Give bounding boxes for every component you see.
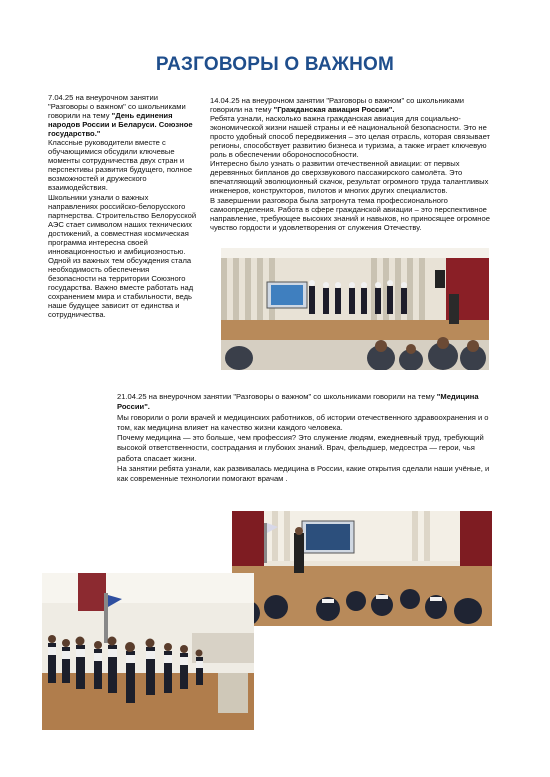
right-paragraph-3: В завершении разговора была затронута тема профессионального самоопределения. Работа в сфере гражданской авиации – это перспективное направление, требующее высоких знаний и навыков, но приносящее огромное чувство гордости и удовлетворения от служения Отечеству. bbox=[210, 195, 490, 232]
bottom-intro-paragraph bbox=[117, 392, 495, 413]
right-intro: 14.04.25 на внеурочном занятии "Разговоры о важном" со школьниками говорили на тему bbox=[210, 96, 465, 115]
bottom-paragraph-1: Мы говорили о роли врачей и медицинских работников, об истории отечественного здравоохранения и о том, как медицина влияет на качество жизни каждого человека. bbox=[117, 412, 489, 432]
right-intro-paragraph bbox=[210, 96, 492, 114]
left-paragraph-4: Одной из важных тем обсуждения стала необходимость обеспечения безопасности на территории Союзного государства. Важно вместе работать над сохранением мира и стабильности, ведь наше будущее зависит от единства и сотрудничества. bbox=[48, 255, 194, 320]
classroom-students-photo bbox=[42, 573, 254, 730]
right-topic: "Гражданская авиация России". bbox=[273, 105, 395, 115]
right-paragraph-2: Интересно было узнать о развитии отечественной авиации: от первых деревянных бипланов до сверхзвукового пассажирского самолёта. Это впечатляющий эволюционный скачок, результат огромного труда талантливых инженеров, конструкторов, пилотов и многих других специалистов. bbox=[210, 159, 489, 196]
left-paragraph-3: Школьники узнали о важных направлениях российско-белорусского партнерства. Строительство Белорусской АЭС стает символом наших технических достижений, а совместная космическая программа интересна своей инновационностью и амбициозностью. bbox=[48, 192, 197, 256]
bottom-paragraph-2: Почему медицина — это больше, чем профессия? Это служение людям, ежедневный труд, требующий высокой ответственности, сострадания и глубоких знаний. Врач, фельдшер, медсестра — герои, чья работа спасает жизни. bbox=[117, 433, 484, 463]
left-intro-paragraph bbox=[48, 93, 198, 138]
medicine-lesson-photo bbox=[232, 511, 492, 626]
left-paragraph-2: Классные руководители вместе с обучающимися обсудили ключевые моменты сотрудничества двух стран и перспективы развития будущего, полное возможностей и дружеского взаимодействия. bbox=[48, 138, 193, 193]
left-intro: 7.04.25 на внеурочном занятии "Разговоры о важном" со школьниками говорили на тему bbox=[48, 93, 186, 121]
bottom-topic: "Медицина России". bbox=[117, 392, 479, 412]
bottom-intro: 21.04.25 на внеурочном занятии "Разговоры о важном" со школьниками говорили на тему bbox=[117, 392, 437, 401]
left-topic: "День единения народов России и Беларуси. Союзное государство." bbox=[48, 111, 193, 139]
right-text-block bbox=[210, 96, 492, 232]
left-text-block bbox=[48, 93, 198, 319]
bottom-paragraph-3: На занятии ребята узнали, как развивалась медицина в России, какие открытия сделали наши учёные, и как современные технологии помогают врачам . bbox=[117, 464, 490, 484]
aviation-lesson-photo bbox=[221, 248, 489, 370]
right-paragraph-1: Ребята узнали, насколько важна гражданская авиация для социально-экономической жизни нашей страны и её национальной безопасности. Это не просто удобный способ передвижения – это целая отрасль, которая связывает регионы, способствует развитию бизнеса и туризма, а также играет ключевую роль в обеспечении обороноспособности. bbox=[210, 114, 491, 160]
bottom-text-block bbox=[117, 392, 495, 485]
page-title: РАЗГОВОРЫ О ВАЖНОМ bbox=[155, 54, 395, 75]
